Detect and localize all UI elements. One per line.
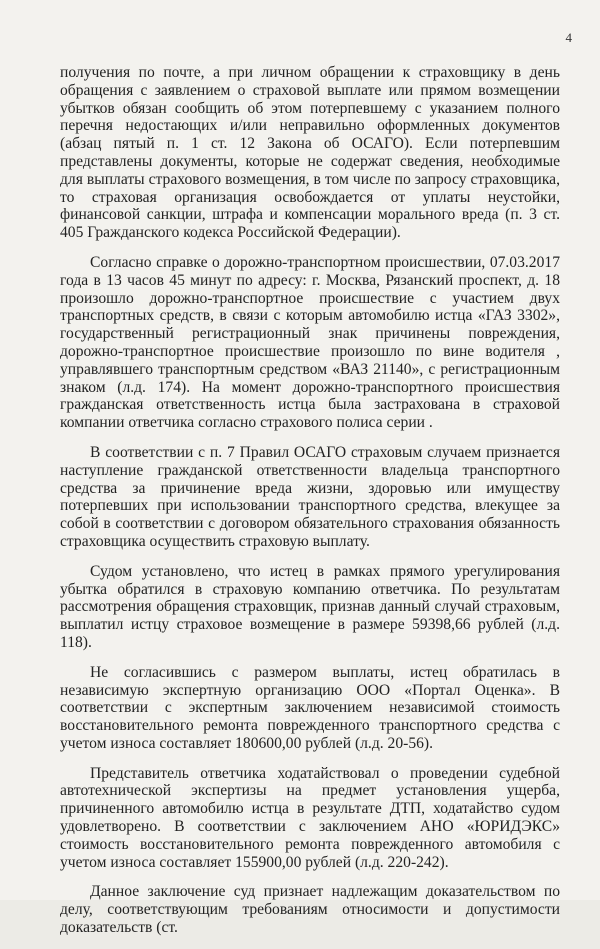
paragraph-independent-expertise: Не согласившись с размером выплаты, истец обратилась в независимую экспертную организацию ООО «Портал Оценка». В соответствии с экспертным заключением независимой стоимость восстановительного ремонта поврежденного транспортного средства с учетом износа составляет 180600,00 рублей (л.д. 20-56).	[60, 663, 560, 752]
paragraph-court-expertise: Представитель ответчика ходатайствовал о проведении судебной автотехнической экспертизы на предмет установления ущерба, причиненного автомобилю истца в результате ДТП, ходатайство судом удовлетворено. В соответствии с заключением АНО «ЮРИДЭКС» стоимость восстановительного ремонта поврежденного автомобиля с учетом износа составляет 155900,00 рублей (л.д. 220-242).	[60, 764, 560, 871]
document-body	[60, 64, 560, 949]
paragraph-osago-rules: В соответствии с п. 7 Правил ОСАГО страховым случаем признается наступление гражданской ответственности владельца транспортного средства за причинение вреда жизни, здоровью или имуществу потерпевших при использовании транспортного средства, влекущее за собой в соответствии с договором обязательного страхования обязанность страховщика осуществить страховую выплату.	[60, 443, 560, 550]
paragraph-evidence: Данное заключение суд признает надлежащим доказательством по делу, соответствующим требованиям относимости и допустимости доказательств (ст.	[60, 883, 560, 937]
paragraph-accident-report: Согласно справке о дорожно-транспортном происшествии, 07.03.2017 года в 13 часов 45 минут по адресу: г. Москва, Рязанский проспект, д. 18 произошло дорожно-транспортное происшествие с участием двух транспортных средств, в связи с которым автомобилю истца «ГАЗ 3302», государственный регистрационный знак причинены повреждения, дорожно-транспортное происшествие произошло по вине водителя , управлявшего транспортным средством «ВАЗ 21140», с регистрационным знаком (л.д. 174). На момент дорожно-транспортного происшествия гражданская ответственность истца была застрахована в страховой компании ответчика согласно страхового полиса серии .	[60, 253, 560, 432]
page-number: 4	[565, 30, 572, 45]
paragraph-continuation: получения по почте, а при личном обращении к страховщику в день обращения с заявлением о страховой выплате или прямом возмещении убытков обязан сообщить об этом потерпевшему с указанием полного перечня недостающих и/или неправильно оформленных документов (абзац пятый п. 1 ст. 12 Закона об ОСАГО). Если потерпевшим представлены документы, которые не содержат сведения, необходимые для выплаты страхового возмещения, в том числе по запросу страховщика, то страховая организация освобождается от уплаты неустойки, финансовой санкции, штрафа и компенсации морального вреда (п. 3 ст. 405 Гражданского кодекса Российской Федерации).	[60, 64, 560, 242]
paragraph-court-findings: Судом установлено, что истец в рамках прямого урегулирования убытка обратился в страховую компанию ответчика. По результатам рассмотрения обращения страховщик, признав данный случай страховым, выплатил истцу страховое возмещение в размере 59398,66 рублей (л.д. 118).	[60, 562, 560, 651]
